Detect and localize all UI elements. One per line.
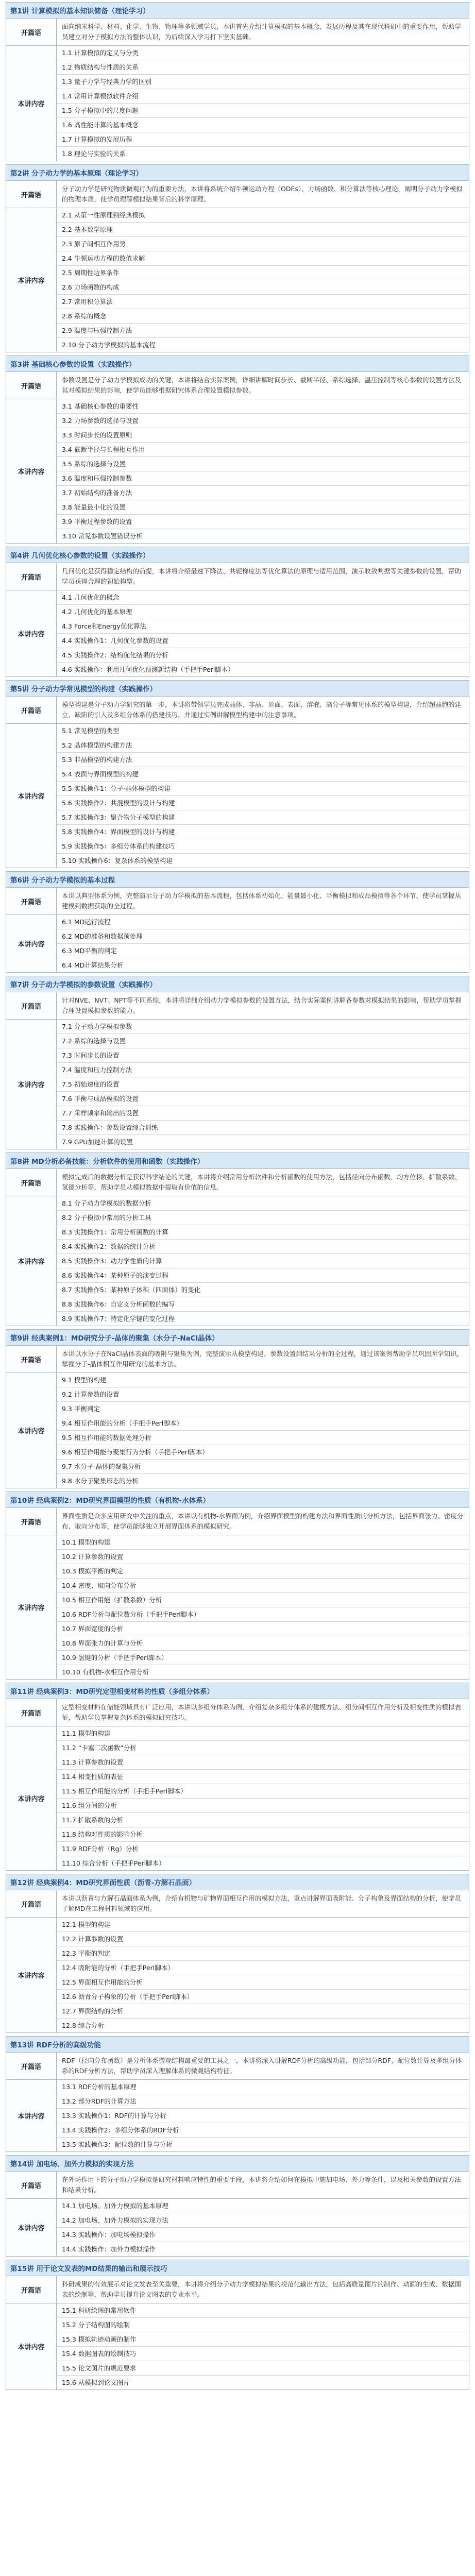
- content-item: 12.3 平衡的判定: [57, 1946, 469, 1961]
- content-item: 11.10 综合分析（手把手Perl脚本）: [62, 1859, 165, 1867]
- lesson-title: 第5讲 分子动力学常见模型的构建（实践操作）: [6, 680, 469, 696]
- lesson-table: [6, 1168, 469, 1326]
- content-label: 本讲内容: [6, 1196, 57, 1326]
- content-item: 3.8 能量最小化的设置: [57, 500, 469, 515]
- content-label: 本讲内容: [6, 1918, 57, 2033]
- intro-label: 开篇语: [6, 1699, 57, 1726]
- content-item: 8.6 实践操作4：某种原子的演变过程: [57, 1268, 469, 1283]
- content-item: 11.7 扩散系数的分析: [57, 1813, 469, 1827]
- lesson-section: [6, 2155, 469, 2257]
- content-item: 5.8 实践操作4：界面模型的设计与构建: [57, 825, 469, 839]
- content-item: 6.3 MD平衡的判定: [57, 944, 469, 958]
- lesson-title: 第7讲 分子动力学模拟的参数设置（实践操作）: [6, 976, 469, 992]
- intro-label: 开篇语: [6, 1890, 57, 1918]
- content-label: 本讲内容: [6, 2080, 57, 2152]
- lesson-table: [6, 1507, 469, 1680]
- lesson-section: [6, 2, 469, 161]
- content-list: [57, 399, 469, 544]
- lesson-intro: 针对NVE、NVT、NPT等不同系综，本讲将详细介绍动力学模拟参数的设置方法，结合实际案例讲解各参数对模拟结果的影响，帮助学员掌握合理设置模拟参数的能力。: [57, 992, 469, 1020]
- content-item: 2.7 常用积分算法: [57, 295, 469, 309]
- content-item: 12.8 综合分析: [62, 2022, 104, 2029]
- content-item: 9.5 相互作用能的数据处理分析: [57, 1431, 469, 1445]
- lesson-title: 第6讲 分子动力学模拟的基本过程: [6, 871, 469, 887]
- content-item: 1.4 常用计算模拟软件介绍: [57, 89, 469, 104]
- content-item: 10.9 氢键的分析（手把手Perl脚本）: [57, 1651, 469, 1665]
- content-item: 12.5 界面相互作用能的分析: [57, 1975, 469, 1990]
- content-item: 5.4 表面与界面模型的构建: [57, 767, 469, 782]
- content-label: 本讲内容: [6, 1373, 57, 1488]
- content-item: 2.3 原子间相互作用势: [57, 237, 469, 251]
- lesson-title: 第10讲 经典案例2：MD研究界面模型的性质（有机物-水体系）: [6, 1492, 469, 1507]
- content-item: 10.8 界面张力的计算与分析: [57, 1636, 469, 1651]
- content-list: [57, 1020, 469, 1149]
- lesson-table: [6, 887, 469, 973]
- lesson-table: [6, 2171, 469, 2257]
- content-item: 8.1 分子动力学模拟的数据分析: [57, 1196, 469, 1211]
- content-list: [57, 915, 469, 973]
- intro-label: 开篇语: [6, 697, 57, 724]
- lesson-table: [6, 2276, 469, 2390]
- content-item: 11.3 计算参数的设置: [57, 1755, 469, 1770]
- lesson-section: [6, 871, 469, 973]
- lesson-title: 第13讲 RDF分析的高级功能: [6, 2036, 469, 2052]
- content-item: 12.2 计算参数的设置: [57, 1932, 469, 1946]
- content-item: 2.5 周期性边界条件: [57, 266, 469, 280]
- content-label: 本讲内容: [6, 399, 57, 544]
- content-item: 5.6 实践操作2：共混模型的设计与构建: [57, 796, 469, 810]
- content-item: 3.9 平衡过程参数的设置: [57, 515, 469, 529]
- intro-label: 开篇语: [6, 888, 57, 915]
- content-item: 6.4 MD计算结果分析: [62, 961, 124, 969]
- lesson-intro: 本讲以沥青与方解石晶面体系为例，介绍有机物与矿物界面相互作用的模拟方法，重点讲解界面吸附能、分子构象及界面结构的分析，使学员了解MD在工程材料领域的应用。: [57, 1890, 469, 1918]
- content-item: 12.6 沥青分子构象的分析（手把手Perl脚本）: [57, 1990, 469, 2004]
- content-item: 2.8 系综的概念: [57, 309, 469, 324]
- content-item: 4.1 几何优化的概念: [57, 590, 469, 605]
- content-item: 15.6 从模拟到论文图片: [62, 2379, 130, 2386]
- content-item: 11.2 “卡塞二次函数”分析: [57, 1741, 469, 1755]
- lesson-table: [6, 1699, 469, 1871]
- content-item: 7.9 GPU加速计算的设置: [62, 1138, 133, 1146]
- content-item: 15.3 模拟轨迹动画的制作: [57, 2332, 469, 2347]
- content-item: 13.5 实践操作3：配位数的计算与分析: [62, 2141, 173, 2148]
- content-item: 9.7 水分子-晶体的聚集分析: [57, 1460, 469, 1474]
- content-item: 1.3 量子力学与经典力学的区别: [57, 75, 469, 89]
- content-item: 3.7 初始结构的准备方法: [57, 486, 469, 500]
- content-item: 8.4 实践操作2：数据的统计分析: [57, 1240, 469, 1254]
- content-item: 10.10 有机物-水相互作用分析: [62, 1668, 149, 1676]
- content-item: 7.8 实践操作：参数设置综合训练: [57, 1121, 469, 1135]
- lesson-section: [6, 2260, 469, 2390]
- content-list: [57, 590, 469, 677]
- lesson-intro: 几何优化是获得稳定结构的前提，本讲将介绍最速下降法、共轭梯度法等优化算法的原理与适用范围，演示收敛判据等关键参数的设置，帮助学员获得合理的初始构型。: [57, 563, 469, 590]
- lesson-table: [6, 18, 469, 161]
- lesson-title: 第1讲 计算模拟的基本知识储备（理论学习）: [6, 2, 469, 18]
- lesson-intro: 定型相变材料在储能领域具有广泛应用，本讲以多组分体系为例，介绍复杂多组分体系的建模方法、组分间相互作用分析及相变性质的模拟表征，帮助学员掌握复杂体系的模拟研究技巧。: [57, 1699, 469, 1726]
- content-item: 9.3 平衡判定: [57, 1402, 469, 1416]
- content-item: 5.3 非晶模型的构建方法: [57, 753, 469, 767]
- content-item: 10.1 模型的构建: [57, 1535, 469, 1550]
- content-item: 9.2 计算参数的设置: [57, 1387, 469, 1402]
- content-item: 12.4 吸附能的分析（手把手Perl脚本）: [57, 1961, 469, 1975]
- lesson-table: [6, 371, 469, 544]
- lesson-title: 第3讲 基础核心参数的设置（实践操作）: [6, 355, 469, 371]
- content-label: 本讲内容: [6, 1726, 57, 1871]
- intro-label: 开篇语: [6, 1169, 57, 1196]
- content-item: 6.1 MD运行流程: [57, 915, 469, 929]
- content-item: 4.2 几何优化的基本原理: [57, 605, 469, 619]
- content-item: 1.7 计算模拟的发展历程: [57, 132, 469, 147]
- lesson-title: 第14讲 加电场、加外力模拟的实现方法: [6, 2155, 469, 2171]
- content-item: 2.4 牛顿运动方程的数值求解: [57, 251, 469, 266]
- content-item: 10.6 RDF分析与配位数分析（手把手Perl脚本）: [57, 1607, 469, 1622]
- lesson-title: 第9讲 经典案例1：MD研究分子-晶体的聚集（水分子-NaCl晶体）: [6, 1329, 469, 1345]
- lesson-table: [6, 1345, 469, 1488]
- content-label: 本讲内容: [6, 2199, 57, 2257]
- content-item: 14.3 实践操作：加电场模拟操作: [57, 2228, 469, 2242]
- lesson-table: [6, 1890, 469, 2033]
- content-item: 2.10 分子动力学模拟的基本流程: [62, 341, 156, 349]
- content-item: 5.2 晶体模型的构建方法: [57, 738, 469, 753]
- content-item: 12.1 模型的构建: [57, 1918, 469, 1932]
- content-item: 3.10 常见参数设置错误分析: [62, 532, 143, 540]
- content-item: 3.2 力场参数的选择与设置: [57, 414, 469, 428]
- lesson-section: [6, 1874, 469, 2033]
- content-item: 3.3 时间步长的设置原则: [57, 428, 469, 443]
- content-item: 5.7 实践操作3：聚合物分子模型的构建: [57, 810, 469, 825]
- content-label: 本讲内容: [6, 1020, 57, 1149]
- content-list: [57, 208, 469, 352]
- content-item: 10.4 密度、取向分布分析: [57, 1579, 469, 1593]
- content-label: 本讲内容: [6, 1535, 57, 1680]
- content-label: 本讲内容: [6, 2303, 57, 2390]
- lesson-intro: 本讲以典型体系为例，完整演示分子动力学模拟的基本流程，包括体系初始化、能量最小化、平衡模拟和成品模拟等各个环节，使学员掌握从建模到数据获取的全过程。: [57, 888, 469, 915]
- content-item: 10.3 模拟平衡的判定: [57, 1564, 469, 1579]
- content-item: 14.4 实践操作：加外力模拟操作: [62, 2245, 156, 2253]
- content-item: 2.6 力场函数的构成: [57, 280, 469, 295]
- content-item: 2.9 温度与压强控制方法: [57, 324, 469, 338]
- lesson-title: 第15讲 用于论文发表的MD结果的输出和展示技巧: [6, 2260, 469, 2276]
- lesson-title: 第8讲 MD分析必备技能：分析软件的使用和函数（实践操作）: [6, 1153, 469, 1168]
- content-item: 15.4 数据图表的绘制技巧: [57, 2347, 469, 2361]
- content-item: 9.8 水分子聚集形态的分析: [62, 1477, 139, 1485]
- lesson-intro: 本讲以水分子在NaCl晶体表面的吸附与聚集为例，完整演示从模型构建、参数设置到结果分析的全过程，通过该案例帮助学员巩固所学知识，掌握分子-晶体相互作用研究的基本方法。: [57, 1346, 469, 1373]
- lesson-section: [6, 164, 469, 352]
- lesson-table: [6, 563, 469, 677]
- content-item: 7.2 系综的选择与设置: [57, 1034, 469, 1048]
- content-item: 2.2 基本数学原理: [57, 223, 469, 237]
- course-outline: [6, 0, 469, 2390]
- content-label: 本讲内容: [6, 46, 57, 161]
- content-list: [57, 1196, 469, 1326]
- content-item: 9.6 相互作用能与聚集行为分析（手把手Perl脚本）: [57, 1445, 469, 1460]
- content-item: 14.2 加电场、加外力模拟的实现方法: [57, 2213, 469, 2228]
- lesson-title: 第2讲 分子动力学的基本原理（理论学习）: [6, 164, 469, 180]
- content-item: 5.9 实践操作5：多组分体系的构建技巧: [57, 839, 469, 854]
- content-item: 3.6 温度和压强控制参数: [57, 471, 469, 486]
- content-item: 8.2 分子模拟中常用的分析工具: [57, 1211, 469, 1225]
- content-item: 2.1 从第一性原理到经典模拟: [57, 208, 469, 223]
- lesson-intro: RDF（径向分布函数）是分析体系微观结构最重要的工具之一，本讲将深入讲解RDF分析的高级功能，包括部分RDF、配位数计算及多组分体系的RDF分析方法，帮助学员深入理解体系的微观结构特征。: [57, 2053, 469, 2080]
- content-item: 4.6 实践操作：利用几何优化预测新结构（手把手Perl脚本）: [62, 666, 234, 673]
- intro-label: 开篇语: [6, 372, 57, 399]
- lesson-intro: 界面性质是众多应用研究中关注的重点，本讲以有机物-水界面为例，介绍界面模型的构建方法和界面性质的分析方法，包括界面张力、密度分布、取向分布等，使学员能够独立开展界面体系的模拟研究。: [57, 1508, 469, 1535]
- content-item: 13.2 部分RDF的计算方法: [57, 2094, 469, 2109]
- content-label: 本讲内容: [6, 590, 57, 677]
- content-item: 4.4 实践操作1：几何优化参数的设置: [57, 634, 469, 648]
- content-item: 8.8 实践操作6：自定义分析函数的编写: [57, 1297, 469, 1312]
- content-item: 1.1 计算模拟的定义与分类: [57, 46, 469, 60]
- content-item: 11.4 相变性质的表征: [57, 1770, 469, 1784]
- lesson-title: 第11讲 经典案例3：MD研究定型相变材料的性质（多组分体系）: [6, 1683, 469, 1699]
- content-item: 9.1 模型的构建: [57, 1373, 469, 1387]
- content-item: 4.5 实践操作2：结构优化结果的分析: [57, 648, 469, 663]
- lesson-section: [6, 355, 469, 544]
- lesson-title: 第12讲 经典案例4：MD研究界面性质（沥青-方解石晶面）: [6, 1874, 469, 1890]
- content-item: 10.7 界面宽度的分析: [57, 1622, 469, 1636]
- content-item: 11.1 模型的构建: [57, 1726, 469, 1741]
- content-item: 7.7 采样频率和输出的设置: [57, 1106, 469, 1121]
- lesson-intro: 模型构建是分子动力学研究的第一步，本讲将带领学员完成晶体、非晶、界面、表面、溶液、高分子等常见体系的模型构建，介绍超晶胞的建立、缺陷的引入及多组分体系的搭建技巧，并通过实例讲解模型构建中的注意事项。: [57, 697, 469, 724]
- lesson-table: [6, 992, 469, 1149]
- content-label: 本讲内容: [6, 208, 57, 352]
- lesson-title: 第4讲 几何优化核心参数的设置（实践操作）: [6, 547, 469, 563]
- lesson-section: [6, 2036, 469, 2152]
- content-item: 14.1 加电场、加外力模拟的基本原理: [57, 2199, 469, 2213]
- content-list: [57, 1918, 469, 2033]
- content-list: [57, 2199, 469, 2257]
- content-list: [57, 2303, 469, 2390]
- content-item: 10.2 计算参数的设置: [57, 1550, 469, 1564]
- content-item: 3.4 截断半径与长程相互作用: [57, 443, 469, 457]
- content-item: 12.7 界面结构的分析: [57, 2004, 469, 2019]
- content-item: 13.1 RDF分析的基本原理: [57, 2080, 469, 2094]
- content-item: 1.8 理论与实验的关系: [62, 150, 126, 158]
- content-list: [57, 1726, 469, 1871]
- content-list: [57, 1535, 469, 1680]
- lesson-intro: 在外场作用下的分子动力学模拟是研究材料响应特性的重要手段，本讲将介绍如何在模拟中施加电场、外力等条件，以及相关参数的设置方法和结果分析。: [57, 2172, 469, 2199]
- intro-label: 开篇语: [6, 992, 57, 1020]
- lesson-section: [6, 976, 469, 1149]
- content-item: 11.6 组分间的分析: [57, 1799, 469, 1813]
- content-list: [57, 2080, 469, 2152]
- lesson-section: [6, 1683, 469, 1871]
- lesson-section: [6, 1329, 469, 1488]
- lesson-section: [6, 547, 469, 677]
- lesson-intro: 面向纳米科学、材料、化学、生物、物理等多领域学员，本讲首先介绍计算模拟的基本概念、发展历程及其在现代科研中的重要作用，帮助学员建立对分子模拟方法的整体认识，为后续深入学习打下坚实基础。: [57, 19, 469, 46]
- content-item: 1.2 物质结构与性质的关系: [57, 60, 469, 75]
- lesson-section: [6, 1492, 469, 1680]
- content-item: 7.3 时间步长的设置: [57, 1048, 469, 1063]
- content-item: 15.2 分子结构图的绘制: [57, 2318, 469, 2332]
- content-item: 8.9 实践操作7：特定化学键的变化过程: [62, 1315, 175, 1323]
- lesson-section: [6, 1153, 469, 1326]
- content-list: [57, 1373, 469, 1488]
- intro-label: 开篇语: [6, 1508, 57, 1535]
- lesson-section: [6, 680, 469, 868]
- lesson-intro: 模拟完成后的数据分析是获得科学结论的关键，本讲将介绍常用分析软件和分析函数的使用方法，包括径向分布函数、均方位移、扩散系数、氢键分析等，帮助学员从模拟数据中提取有价值的信息。: [57, 1169, 469, 1196]
- content-list: [57, 724, 469, 868]
- content-item: 8.7 实践操作5：某种原子体积（四面体）的变化: [57, 1283, 469, 1297]
- content-item: 7.1 分子动力学模拟参数: [57, 1020, 469, 1034]
- content-item: 8.3 实践操作1：常用分析函数的计算: [57, 1225, 469, 1240]
- content-item: 10.5 相互作用能（扩散系数）分析: [57, 1593, 469, 1607]
- content-item: 5.10 实践操作6：复杂体系的模型构建: [62, 857, 173, 865]
- content-item: 11.5 相互作用能的分析（手把手Perl脚本）: [57, 1784, 469, 1799]
- content-label: 本讲内容: [6, 724, 57, 868]
- intro-label: 开篇语: [6, 1346, 57, 1373]
- content-label: 本讲内容: [6, 915, 57, 973]
- lesson-intro: 参数设置是分子动力学模拟成功的关键，本讲将结合实际案例，详细讲解时间步长、截断半径、系综选择、温压控制等核心参数的设置方法及其对模拟结果的影响，使学员能够根据研究体系合理设置模拟参数。: [57, 372, 469, 399]
- content-item: 7.4 温度和压力控制方法: [57, 1063, 469, 1077]
- content-item: 15.5 论文图片的规范要求: [57, 2361, 469, 2376]
- lesson-table: [6, 180, 469, 352]
- content-item: 15.1 科研绘图的常用软件: [57, 2303, 469, 2318]
- lesson-intro: 科研成果的有效展示对论文发表至关重要，本讲将介绍分子动力学模拟结果的规范化输出方法，包括高质量图片的制作、动画的生成、数据图表的绘制等，帮助学员提升论文图表的专业水平。: [57, 2276, 469, 2303]
- content-item: 5.5 实践操作1：分子·晶体模型的构建: [57, 782, 469, 796]
- intro-label: 开篇语: [6, 563, 57, 590]
- intro-label: 开篇语: [6, 2053, 57, 2080]
- content-list: [57, 46, 469, 161]
- content-item: 3.5 系综的选择与设置: [57, 457, 469, 471]
- content-item: 11.8 结构对性质的影响分析: [57, 1827, 469, 1842]
- content-item: 7.6 平衡与成品模拟的设置: [57, 1092, 469, 1106]
- content-item: 1.6 高性能计算的基本概念: [57, 118, 469, 132]
- intro-label: 开篇语: [6, 19, 57, 46]
- content-item: 11.9 RDF分析（Rg）分析: [57, 1842, 469, 1856]
- content-item: 7.5 初始速度的设置: [57, 1077, 469, 1092]
- content-item: 1.5 分子模拟中的尺度问题: [57, 104, 469, 118]
- content-item: 13.3 实践操作1：RDF的计算与分析: [57, 2109, 469, 2123]
- lesson-table: [6, 696, 469, 868]
- lesson-intro: 分子动力学是研究物质微观行为的重要方法，本讲将系统介绍牛顿运动方程（ODEs）、力场函数、积分算法等核心理论，阐明分子动力学模拟的物理本质，使学员理解模拟结果背后的科学原理。: [57, 181, 469, 208]
- content-item: 9.4 相互作用能的分析（手把手Perl脚本）: [57, 1416, 469, 1431]
- intro-label: 开篇语: [6, 181, 57, 208]
- content-item: 13.4 实践操作2：多组分体系的RDF分析: [57, 2123, 469, 2138]
- content-item: 5.1 常见模型的类型: [57, 724, 469, 738]
- content-item: 8.5 实践操作3：动力学性质的计算: [57, 1254, 469, 1268]
- intro-label: 开篇语: [6, 2172, 57, 2199]
- content-item: 6.2 MD的准备和数据预处理: [57, 929, 469, 944]
- content-item: 3.1 基础核心参数的重要性: [57, 399, 469, 414]
- intro-label: 开篇语: [6, 2276, 57, 2303]
- lesson-table: [6, 2052, 469, 2152]
- content-item: 4.3 Force和Energy优化算法: [57, 619, 469, 634]
